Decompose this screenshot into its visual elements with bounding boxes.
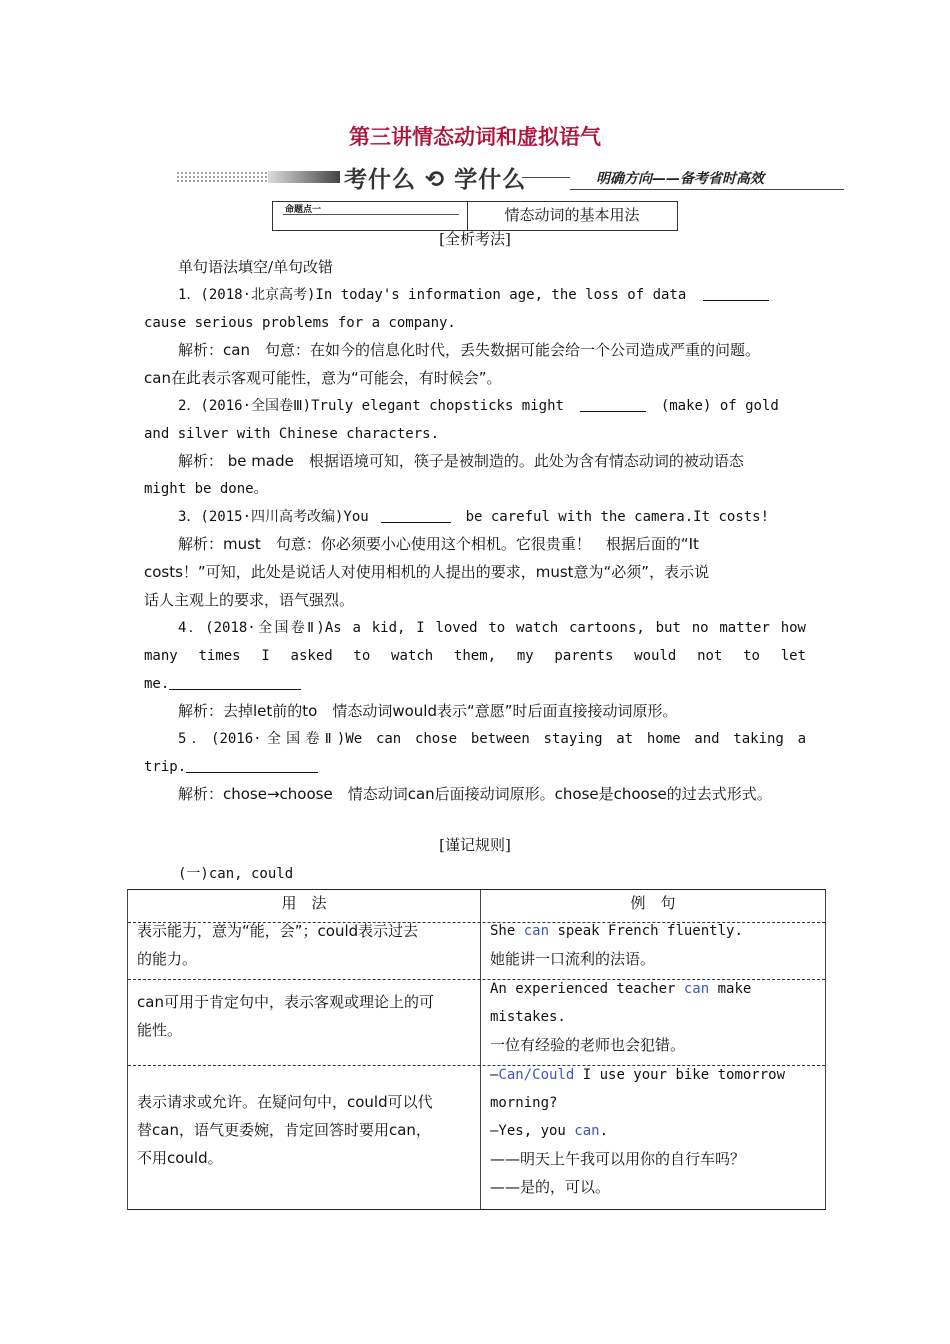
- example-translation: 一位有经验的老师也会犯错。: [490, 1036, 686, 1054]
- banner-dots: [176, 171, 268, 183]
- banner-slash: [570, 175, 586, 190]
- section-heading-analysis: [全析考法]: [439, 230, 511, 248]
- topic-tag-label: 命题点一: [285, 205, 322, 215]
- keyword: Can/Could: [498, 1067, 575, 1083]
- usage-line: 的能力。: [137, 950, 198, 968]
- example-text: I use your bike tomorrow: [574, 1067, 786, 1083]
- question-1-text: 1．(2018·北京高考)In today's information age, the loss of data: [178, 287, 687, 303]
- question-4: 4．(2018·全国卷Ⅱ)As a kid, I loved to watch cartoons, but no matter how: [178, 620, 806, 636]
- usage-cell: [137, 988, 434, 1044]
- question-4-line-3: [144, 674, 806, 694]
- question-2: [178, 396, 840, 416]
- usage-line: 表示请求或允许。在疑问句中，could可以代: [137, 1093, 433, 1111]
- example-sentence-cont: mistakes.: [490, 1009, 566, 1025]
- keyword: can: [574, 1123, 600, 1139]
- question-5-text-end: trip.: [144, 759, 187, 775]
- example-text: She: [490, 923, 524, 939]
- example-sentence-cont: morning?: [490, 1095, 558, 1111]
- exercise-type: 单句语法填空/单句改错: [178, 258, 334, 276]
- banner-gradient-bar: [268, 171, 340, 183]
- answer-2-line-2: might be done。: [144, 481, 268, 497]
- example-text: —Yes, you: [490, 1123, 575, 1139]
- banner-rule: [522, 177, 570, 178]
- usage-line: can可用于肯定句中，表示客观或理论上的可: [137, 993, 434, 1011]
- question-5: 5．(2016·全国卷Ⅱ)We can chose between staying at home and taking a: [178, 731, 806, 747]
- example-sentence: [490, 975, 751, 1003]
- example-translation: 她能讲一口流利的法语。: [490, 950, 656, 968]
- question-4-line-2: many times I asked to watch them, my parents would not to let: [144, 648, 806, 664]
- column-header-example: 例 句: [630, 894, 676, 912]
- keyword: can: [683, 981, 710, 997]
- example-reply: [490, 1117, 785, 1145]
- example-translation: ——明天上午我可以用你的自行车吗？: [490, 1150, 746, 1168]
- example-cell: [490, 1061, 785, 1201]
- example-text: An experienced teacher: [490, 981, 684, 997]
- answer-5: 解析：chose→choose 情态动词can后面接动词原形。chose是choose的过去式形式。: [178, 785, 772, 803]
- usage-line: 能性。: [137, 1021, 183, 1039]
- example-text: —: [490, 1067, 499, 1083]
- column-divider: [480, 890, 481, 1209]
- topic-name: 情态动词的基本用法: [504, 206, 640, 224]
- example-text: .: [599, 1123, 609, 1139]
- example-sentence: [490, 1061, 785, 1089]
- keyword: can: [523, 923, 550, 939]
- topic-tag-rule: [283, 214, 459, 215]
- banner-underline: [576, 189, 844, 190]
- usage-line: 替can，语气更委婉，肯定回答时要用can，: [137, 1121, 431, 1139]
- question-2-text-end: (make) of gold: [660, 398, 779, 414]
- answer-blank: [580, 397, 646, 412]
- question-3: [178, 507, 840, 527]
- question-1-line-2: cause serious problems for a company.: [144, 315, 456, 331]
- usage-cell: [137, 1088, 433, 1172]
- answer-blank: [186, 758, 318, 773]
- answer-3-line-2: costs！”可知，此处是说话人对使用相机的人提出的要求，must意为“必须”，表示说: [144, 563, 710, 581]
- group-heading: (一)can, could: [178, 866, 294, 882]
- question-2-text: 2．(2016·全国卷Ⅲ)Truly elegant chopsticks might: [178, 398, 564, 414]
- question-3-text: 3．(2015·四川高考改编)You: [178, 509, 369, 525]
- answer-3-line-3: 话人主观上的要求，语气强烈。: [144, 591, 355, 609]
- answer-3: 解析：must 句意：你必须要小心使用这个相机。它很贵重！ 根据后面的“It: [178, 535, 699, 553]
- usage-line: 不用could。: [137, 1149, 223, 1167]
- question-1: [178, 285, 840, 305]
- page-title: 第三讲情态动词和虚拟语气: [349, 125, 601, 149]
- section-banner: [176, 163, 846, 193]
- example-sentence: [490, 917, 743, 945]
- usage-line: 表示能力，意为“能，会”；could表示过去: [137, 922, 419, 940]
- question-4-text-end: me.: [144, 676, 170, 692]
- example-text: make: [709, 981, 752, 997]
- answer-2: 解析： be made 根据语境可知，筷子是被制造的。此处为含有情态动词的被动语态: [178, 452, 744, 470]
- usage-table: [127, 889, 826, 1210]
- topic-tag: [273, 202, 468, 230]
- column-header-usage: 用 法: [281, 894, 327, 912]
- question-5-line-2: [144, 757, 806, 777]
- topic-box: [272, 201, 678, 231]
- banner-heading: 考什么 ⟲ 学什么: [344, 167, 527, 193]
- answer-blank: [703, 286, 769, 301]
- answer-blank: [169, 675, 301, 690]
- example-cell: [490, 917, 743, 973]
- section-heading-rules: [谨记规则]: [439, 836, 511, 854]
- question-2-line-2: and silver with Chinese characters.: [144, 426, 440, 442]
- answer-blank: [381, 508, 451, 523]
- banner-subheading: 明确方向——备考省时高效: [596, 171, 764, 187]
- example-cell: [490, 975, 751, 1059]
- example-text: speak French fluently.: [549, 923, 743, 939]
- example-translation: ——是的，可以。: [490, 1178, 611, 1196]
- usage-cell: [137, 917, 418, 973]
- question-3-text-end: be careful with the camera.It costs!: [465, 509, 770, 525]
- answer-1: 解析：can 句意：在如今的信息化时代，丢失数据可能会给一个公司造成严重的问题。: [178, 341, 760, 359]
- answer-4: 解析：去掉let前的to 情态动词would表示“意愿”时后面直接接动词原形。: [178, 702, 678, 720]
- answer-1-line-2: can在此表示客观可能性，意为“可能会，有时候会”。: [144, 369, 502, 387]
